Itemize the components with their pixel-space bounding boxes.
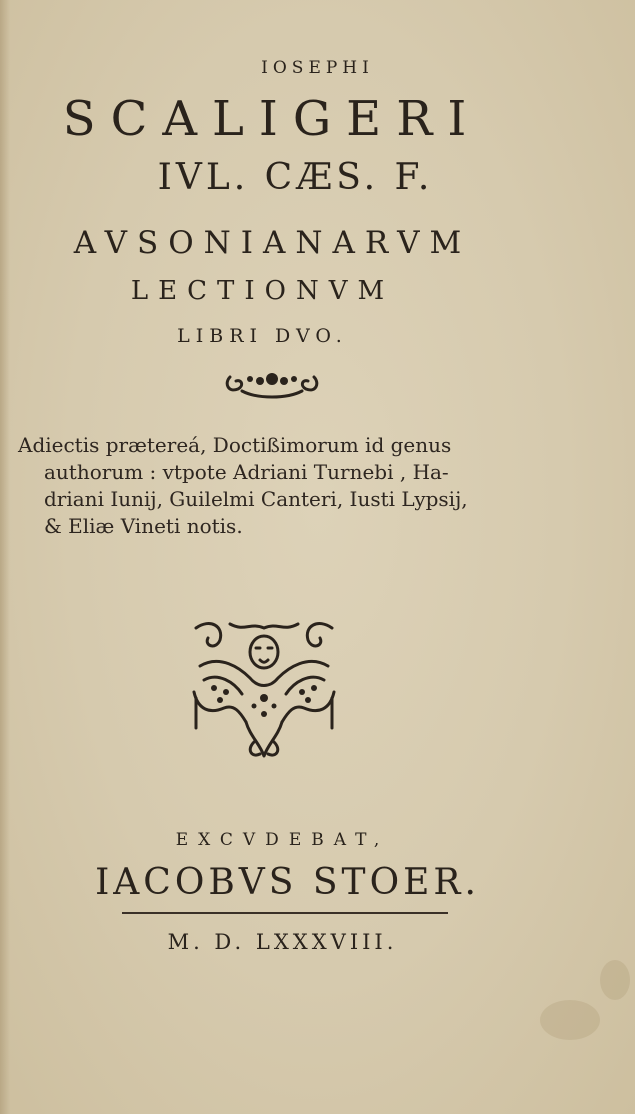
description-line: Adiectis prætereá, Doctißimorum id genus [18, 433, 452, 457]
author-patronym: IVL. CÆS. F. [157, 157, 434, 198]
description-line: driani Iunij, Guilelmi Canteri, Iusti Lypsij, [44, 487, 468, 511]
imprint-rule [122, 912, 448, 914]
description-line: authorum : vtpote Adriani Turnebi , Ha- [44, 460, 449, 484]
description-paragraph [18, 432, 548, 540]
imprint-year: M. D. LXXXVIII. [167, 930, 398, 954]
author-forename: IOSEPHI [261, 58, 374, 78]
imprint-excudebat: EXCVDEBAT, [175, 830, 390, 850]
book-title-line2: LECTIONVM [130, 276, 395, 306]
author-surname: SCALIGERI [62, 91, 482, 147]
description-line: & Eliæ Vineti notis. [44, 514, 243, 538]
printer-device-ornament [190, 618, 338, 763]
book-title-line3: LIBRI DVO. [177, 325, 348, 347]
imprint-printer: IACOBVS STOER. [95, 862, 480, 903]
book-title-line1: AVSONIANARVM [73, 225, 472, 261]
fleuron-ornament [222, 365, 322, 399]
paper-stain [600, 960, 630, 1000]
paper-stain [540, 1000, 600, 1040]
